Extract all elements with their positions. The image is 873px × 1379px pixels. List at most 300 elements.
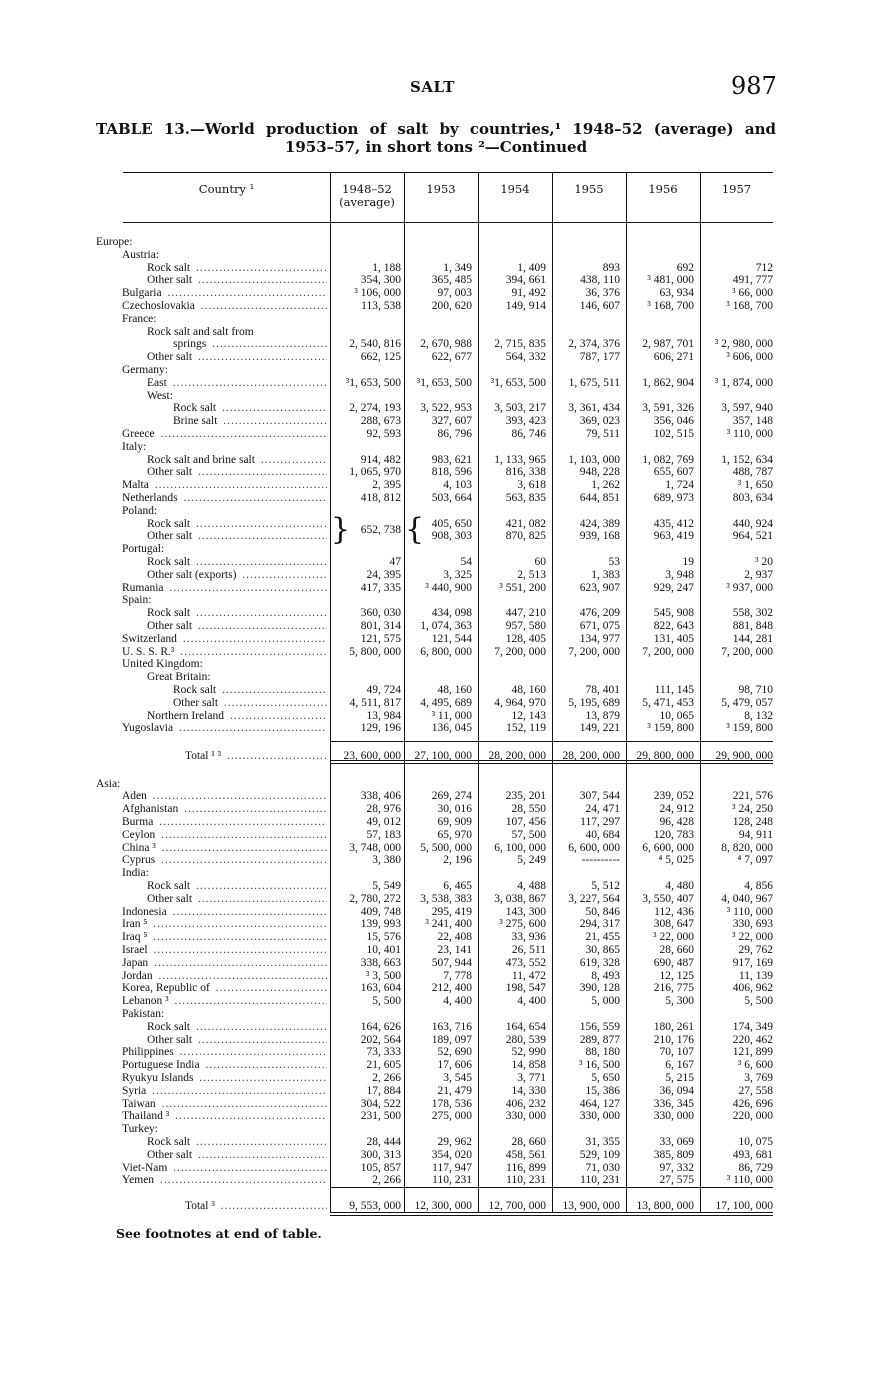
row-label-text: Bulgaria [122,287,162,299]
table-cell: 53 [608,556,620,568]
table-cell: 983, 621 [431,454,472,466]
table-cell: 40, 684 [585,829,620,841]
table-cell: 13, 800, 000 [636,1200,694,1212]
table-cell: ⁴ 5, 025 [658,854,694,866]
table-cell: 12, 700, 000 [488,1200,546,1212]
row-label-text: Other salt [147,351,193,363]
table-row [0,1046,873,1059]
table-cell: 5, 471, 453 [642,697,694,709]
table-cell: 6, 167 [665,1059,694,1071]
row-label [122,995,327,1008]
row-label [122,1072,327,1085]
table-cell: 2, 937 [744,569,773,581]
table-cell: ³ 110, 000 [726,1174,773,1186]
table-row [0,1072,873,1085]
table-cell: 3, 771 [517,1072,546,1084]
row-label [122,1110,327,1123]
table-cell: 3, 748, 000 [349,842,401,854]
table-row [0,1174,873,1187]
table-cell: 29, 800, 000 [636,750,694,762]
table-cell: 11, 472 [511,970,546,982]
table-cell: 28, 444 [366,1136,401,1148]
row-label-text: springs [173,338,207,350]
table-cell: 164, 626 [360,1021,401,1033]
table-cell: 816, 338 [505,466,546,478]
table-cell: 671, 075 [579,620,620,632]
table-row [0,351,873,364]
table-cell: 308, 647 [653,918,694,930]
table-cell: 105, 857 [360,1162,401,1174]
table-cell: 881, 848 [732,620,773,632]
row-label [122,505,327,518]
table-cell: 545, 908 [653,607,694,619]
table-row [0,1110,873,1123]
row-label-text: Rock salt [147,262,191,274]
row-label-text: Asia: [96,778,121,790]
table-cell: 4, 964, 970 [494,697,546,709]
table-cell: 1, 349 [443,262,472,274]
table-cell: 288, 673 [360,415,401,427]
poland-brace-left: } [331,512,351,547]
table-cell: 27, 100, 000 [414,750,472,762]
table-row [0,816,873,829]
table-cell: 1, 724 [665,479,694,491]
table-cell: 275, 000 [431,1110,472,1122]
table-cell: 180, 261 [653,1021,694,1033]
table-cell: 1, 074, 363 [420,620,472,632]
table-cell: 1, 262 [591,479,620,491]
table-row [0,1123,873,1136]
table-cell: 220, 000 [732,1110,773,1122]
table-cell: 2, 266 [372,1072,401,1084]
table-cell: 354, 020 [431,1149,472,1161]
table-cell: 17, 606 [437,1059,472,1071]
table-cell: 2, 715, 835 [494,338,546,350]
table-cell: 57, 183 [366,829,401,841]
table-cell: 5, 479, 057 [721,697,773,709]
table-cell: 2, 374, 376 [568,338,620,350]
table-cell: ³ 551, 200 [499,582,546,594]
table-cell: 417, 335 [360,582,401,594]
table-cell: 13, 879 [585,710,620,722]
table-row [0,1149,873,1162]
table-cell: 5, 650 [591,1072,620,1084]
row-label [147,880,327,893]
row-label-text: Iran ⁵ [122,918,148,930]
table-row [0,249,873,262]
table-cell: 948, 228 [579,466,620,478]
table-cell: 10, 065 [659,710,694,722]
table-row [0,415,873,428]
table-cell: 295, 419 [431,906,472,918]
table-cell: 5, 249 [517,854,546,866]
table-cell: 5, 000 [591,995,620,1007]
table-cell: 394, 661 [505,274,546,286]
table-cell: 5, 549 [372,880,401,892]
table-cell: 28, 660 [659,944,694,956]
table-cell: 330, 000 [653,1110,694,1122]
table-cell: 12, 125 [659,970,694,982]
row-label [122,982,327,995]
row-label-text: Switzerland [122,633,177,645]
table-cell: ³ 110, 000 [726,428,773,440]
table-cell: 5, 195, 689 [568,697,620,709]
table-cell: 48, 160 [511,684,546,696]
table-cell: 28, 660 [511,1136,546,1148]
table-row [0,1200,873,1213]
table-cell: 23, 141 [437,944,472,956]
row-label-text: Philippines [122,1046,174,1058]
table-cell: 149, 221 [579,722,620,734]
table-cell: 2, 274, 193 [349,402,401,414]
table-cell: 17, 884 [366,1085,401,1097]
table-cell: ³1, 653, 500 [416,377,472,389]
table-cell: 136, 045 [431,722,472,734]
row-label [122,441,327,454]
table-cell: 289, 877 [579,1034,620,1046]
table-cell: 1, 675, 511 [568,377,620,389]
table-cell: 356, 046 [653,415,694,427]
table-cell: 94, 911 [738,829,773,841]
table-cell: 8, 820, 000 [721,842,773,854]
table-row [0,479,873,492]
table-cell: 5, 512 [591,880,620,892]
table-cell: ³ 22, 000 [653,931,694,943]
table-cell: 964, 521 [732,530,773,542]
row-label [173,697,327,710]
table-cell: 36, 376 [585,287,620,299]
table-cell: ³ 11, 000 [431,710,472,722]
row-label [147,893,327,906]
table-cell: 458, 561 [505,1149,546,1161]
table-row [0,466,873,479]
table-cell: 4, 400 [443,995,472,1007]
table-row [0,441,873,454]
table-cell: ³ 159, 800 [647,722,694,734]
table-row [0,313,873,326]
table-cell: 60 [534,556,546,568]
table-row [0,607,873,620]
table-cell: 406, 962 [732,982,773,994]
table-cell: 73, 333 [366,1046,401,1058]
table-cell: 129, 196 [360,722,401,734]
table-cell: ³ 16, 500 [579,1059,620,1071]
row-label [122,803,327,816]
table-cell: ³ 168, 700 [647,300,694,312]
row-label-text: Northern Ireland [147,710,224,722]
table-row [0,982,873,995]
table-cell: 116, 899 [506,1162,546,1174]
table-cell: 131, 405 [653,633,694,645]
table-cell: 406, 232 [505,1098,546,1110]
table-cell: 558, 302 [732,607,773,619]
table-cell: 143, 300 [505,906,546,918]
row-label [147,466,327,479]
table-cell: 689, 973 [653,492,694,504]
table-row [0,829,873,842]
row-label-text: Rock salt [173,402,217,414]
table-cell: 30, 016 [437,803,472,815]
table-cell: 2, 987, 701 [642,338,694,350]
caption-line-1: TABLE 13.—World production of salt by countries,¹ 1948–52 (average) and [96,120,776,138]
table-cell: 86, 796 [437,428,472,440]
table-row [0,750,873,763]
row-label-text: Thailand ³ [122,1110,170,1122]
table-cell: 239, 052 [653,790,694,802]
table-cell: 24, 471 [585,803,620,815]
row-label-text: China ³ [122,842,156,854]
column-header-1953: 1953 [426,182,456,196]
table-cell: 4, 856 [744,880,773,892]
table-cell: ³ 606, 000 [726,351,773,363]
row-label [147,530,327,543]
table-row [0,594,873,607]
table-cell: 7, 200, 000 [642,646,694,658]
table-cell: 787, 177 [579,351,620,363]
table-cell: 21, 455 [585,931,620,943]
table-cell: 10, 075 [738,1136,773,1148]
table-cell: 447, 210 [505,607,546,619]
table-cell: 300, 313 [360,1149,401,1161]
row-label-text: Afghanistan [122,803,179,815]
table-cell: 488, 787 [732,466,773,478]
row-label-text: Spain: [122,594,152,606]
table-row [0,1008,873,1021]
table-row [0,236,873,249]
table-row [0,633,873,646]
table-cell: 369, 023 [579,415,620,427]
column-header-country: Country ¹ [198,182,255,196]
table-row [0,1021,873,1034]
row-label [147,1021,327,1034]
table-cell: ³ 275, 600 [499,918,546,930]
table-cell: 33, 936 [511,931,546,943]
table-cell: 434, 098 [431,607,472,619]
table-cell: ³ 22, 000 [732,931,773,943]
table-cell: 963, 419 [653,530,694,542]
table-cell: 421, 082 [505,518,546,530]
row-label [147,569,327,582]
table-cell: 929, 247 [653,582,694,594]
table-cell: 652, 738 [360,524,401,536]
table-cell: 3, 227, 564 [568,893,620,905]
table-row [0,364,873,377]
table-cell: ³ 106, 000 [354,287,401,299]
row-label [147,1136,327,1149]
table-cell: 102, 515 [653,428,694,440]
table-cell: 269, 274 [431,790,472,802]
table-cell: 294, 317 [579,918,620,930]
table-cell: 96, 428 [659,816,694,828]
row-label-text: Rock salt and salt from [147,326,254,338]
table-cell: 212, 400 [431,982,472,994]
row-label [147,1149,327,1162]
table-cell: 354, 300 [360,274,401,286]
table-cell: 146, 607 [579,300,620,312]
table-cell: 3, 591, 326 [642,402,694,414]
row-label [122,594,327,607]
row-label-text: Portuguese India [122,1059,200,1071]
table-cell: 15, 576 [366,931,401,943]
table-cell: 655, 607 [653,466,694,478]
table-row [0,428,873,441]
row-label-text: Czechoslovakia [122,300,195,312]
table-cell: 357, 148 [732,415,773,427]
table-cell: 14, 858 [511,1059,546,1071]
row-label [122,287,327,300]
table-row [0,530,873,543]
table-cell: 152, 119 [506,722,546,734]
row-label-text: Other salt (exports) [147,569,237,581]
table-cell: 426, 696 [732,1098,773,1110]
row-label [122,829,327,842]
row-label [122,1174,327,1187]
table-cell: 29, 900, 000 [715,750,773,762]
table-cell: 3, 769 [744,1072,773,1084]
row-label [185,750,327,763]
table-cell: ³1, 653, 500 [345,377,401,389]
table-row [0,867,873,880]
table-cell: 4, 511, 817 [349,697,401,709]
table-row [0,854,873,867]
table-cell: 476, 209 [579,607,620,619]
table-cell: 235, 201 [505,790,546,802]
table-cell: 2, 395 [372,479,401,491]
table-cell: 139, 993 [360,918,401,930]
table-cell: 622, 677 [431,351,472,363]
table-cell: 174, 349 [732,1021,773,1033]
table-cell: 1, 152, 634 [721,454,773,466]
table-cell: 7, 778 [443,970,472,982]
table-cell: 644, 851 [579,492,620,504]
table-cell: ³ 110, 000 [726,906,773,918]
row-label-text: Yugoslavia [122,722,174,734]
table-cell: 4, 495, 689 [420,697,472,709]
table-cell: 23, 600, 000 [343,750,401,762]
table-cell: 71, 030 [585,1162,620,1174]
table-row [0,790,873,803]
table-row [0,735,873,748]
table-cell: 112, 436 [654,906,694,918]
table-cell: 563, 835 [505,492,546,504]
row-label-text: Total ³ [185,1200,215,1212]
row-label-text: Great Britain: [147,671,211,683]
table-cell: 3, 361, 434 [568,402,620,414]
table-cell: 52, 990 [511,1046,546,1058]
table-cell: 86, 746 [511,428,546,440]
column-header-1956: 1956 [648,182,678,196]
table-row [0,957,873,970]
row-label [122,249,327,262]
table-row [0,722,873,735]
table-cell: 156, 559 [579,1021,620,1033]
row-label [147,377,327,390]
table-cell: 893 [602,262,620,274]
table-cell: 117, 947 [432,1162,472,1174]
table-cell: 280, 539 [505,1034,546,1046]
table-row [0,697,873,710]
table-cell: 564, 332 [505,351,546,363]
table-row [0,556,873,569]
table-cell: 3, 503, 217 [494,402,546,414]
row-label-text: Ceylon [122,829,156,841]
row-label [122,918,327,931]
table-cell: ³ 168, 700 [726,300,773,312]
table-cell: 6, 800, 000 [420,646,472,658]
row-label [122,790,327,803]
table-cell: 49, 012 [366,816,401,828]
table-cell: 822, 643 [653,620,694,632]
table-cell: 914, 482 [360,454,401,466]
table-cell: 12, 300, 000 [414,1200,472,1212]
table-cell: 1, 133, 965 [494,454,546,466]
row-label-text: Israel [122,944,148,956]
table-cell: 189, 097 [431,1034,472,1046]
table-cell: 4, 400 [517,995,546,1007]
row-label [122,428,327,441]
row-label-text: India: [122,867,149,879]
table-cell: 5, 500, 000 [420,842,472,854]
poland-brace-right: { [405,512,425,547]
column-header-1954: 1954 [500,182,530,196]
table-cell: 405, 650 [431,518,472,530]
table-cell: 409, 748 [360,906,401,918]
caption-line-2: 1953–57, in short tons ²—Continued [284,138,588,156]
row-label-text: Yemen [122,1174,155,1186]
table-cell: 3, 948 [665,569,694,581]
table-cell: 97, 003 [437,287,472,299]
table-cell: 5, 300 [665,995,694,1007]
table-cell: 97, 332 [659,1162,694,1174]
row-label-text: France: [122,313,157,325]
row-label [122,658,327,671]
row-label [122,816,327,829]
table-cell: 385, 809 [653,1149,694,1161]
table-cell: 4, 040, 967 [721,893,773,905]
row-label [122,300,327,313]
table-cell: 3, 038, 867 [494,893,546,905]
row-label [147,274,327,287]
table-cell: 14, 330 [511,1085,546,1097]
table-cell: 7, 200, 000 [568,646,620,658]
table-cell: 606, 271 [653,351,694,363]
table-row [0,1136,873,1149]
table-cell: 10, 401 [366,944,401,956]
table-cell: 29, 762 [738,944,773,956]
table-cell: ³ 3, 500 [365,970,401,982]
table-cell: 957, 580 [505,620,546,632]
table-cell: 128, 405 [505,633,546,645]
row-label-text: Portugal: [122,543,165,555]
row-label [122,722,327,735]
row-label-text: Brine salt [173,415,218,427]
table-cell: 365, 485 [431,274,472,286]
table-cell: 3, 597, 940 [721,402,773,414]
table-cell: 8, 493 [591,970,620,982]
table-cell: 134, 977 [579,633,620,645]
table-cell: 393, 423 [505,415,546,427]
table-cell: 1, 188 [372,262,401,274]
row-label [122,492,327,505]
table-cell: 178, 536 [431,1098,472,1110]
row-label-text: Other salt [147,1149,193,1161]
table-cell: ⁴ 7, 097 [737,854,773,866]
table-row [0,1085,873,1098]
table-cell: 5, 500 [372,995,401,1007]
table-cell: 221, 576 [732,790,773,802]
row-label-text: Rock salt [147,556,191,568]
table-row [0,492,873,505]
